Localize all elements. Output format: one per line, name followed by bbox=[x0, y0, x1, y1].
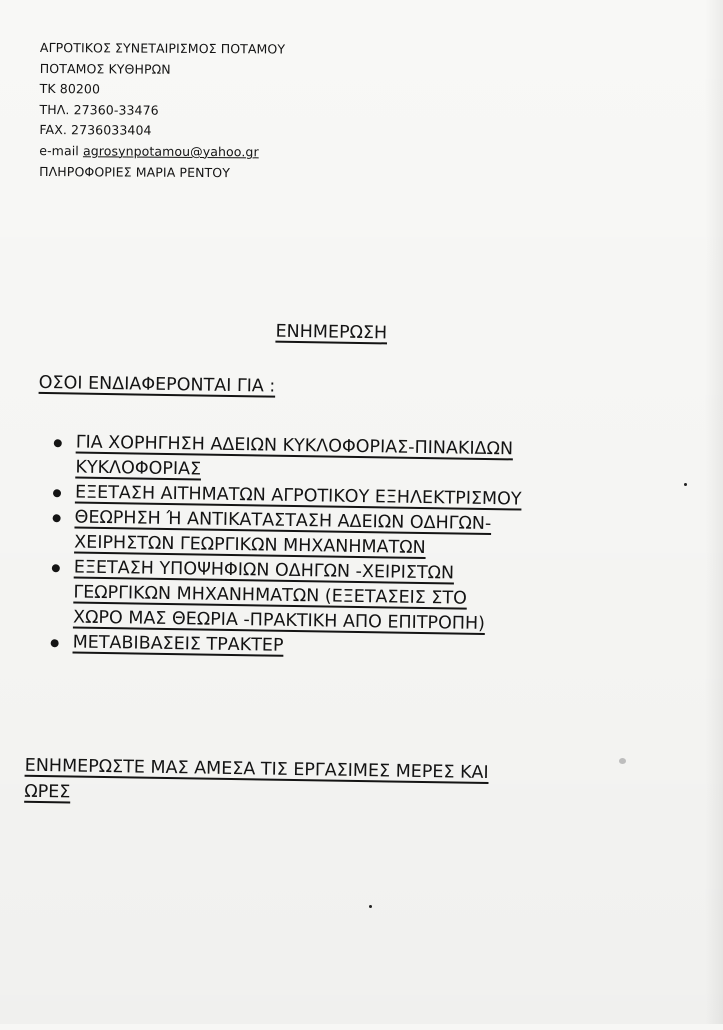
bullet-icon bbox=[52, 564, 60, 572]
fax-number: FAX. 2736033404 bbox=[39, 122, 152, 139]
scan-speck bbox=[369, 905, 372, 908]
scan-speck bbox=[684, 483, 687, 486]
organization-location: ΠΟΤΑΜΟΣ ΚΥΘΗΡΩΝ bbox=[39, 60, 171, 77]
email-label: e-mail bbox=[39, 142, 79, 159]
list-item-line: ΜΕΤΑΒΙΒΑΣΕΙΣ ΤΡΑΚΤΕΡ bbox=[72, 632, 284, 656]
list-item-line: ΚΥΚΛΟΦΟΡΙΑΣ bbox=[75, 457, 202, 480]
list-item-line: ΕΞΕΤΑΣΗ ΥΠΟΨΗΦΙΩΝ ΟΔΗΓΩΝ -ΧΕΙΡΙΣΤΩΝ bbox=[73, 557, 455, 584]
bullet-icon bbox=[53, 514, 61, 522]
closing-line: ΕΝΗΜΕΡΩΣΤΕ ΜΑΣ ΑΜΕΣΑ ΤΙΣ ΕΡΓΑΣΙΜΕΣ ΜΕΡΕΣ ΚΑΙ bbox=[24, 755, 489, 784]
notice-title: ΕΝΗΜΕΡΩΣΗ bbox=[275, 321, 388, 344]
bullet-icon bbox=[51, 639, 59, 647]
notice-intro: ΟΣΟΙ ΕΝΔΙΑΦΕΡΟΝΤΑΙ ΓΙΑ : bbox=[38, 372, 276, 397]
email-address: agrosynpotamou@yahoo.gr bbox=[82, 143, 259, 160]
list-item bbox=[47, 555, 668, 640]
service-list bbox=[46, 430, 669, 665]
closing-line: ΩΡΕΣ bbox=[24, 781, 71, 803]
phone-number: ΤΗΛ. 27360-33476 bbox=[39, 101, 159, 118]
list-item-line: ΕΞΕΤΑΣΗ ΑΙΤΗΜΑΤΩΝ ΑΓΡΟΤΙΚΟΥ ΕΞΗΛΕΚΤΡΙΣΜΟΥ bbox=[74, 482, 522, 510]
list-item-line: ΧΩΡΟ ΜΑΣ ΘΕΩΡΙΑ -ΠΡΑΚΤΙΚΗ ΑΠΟ ΕΠΙΤΡΟΠΗ) bbox=[72, 607, 486, 634]
list-item-line: ΓΕΩΡΓΙΚΩΝ ΜΗΧΑΝΗΜΑΤΩΝ (ΕΞΕΤΑΣΕΙΣ ΣΤΟ bbox=[73, 582, 468, 609]
list-item-line: ΓΙΑ ΧΟΡΗΓΗΣΗ ΑΔΕΙΩΝ ΚΥΚΛΟΦΟΡΙΑΣ-ΠΙΝΑΚΙΔΩΝ bbox=[75, 432, 514, 460]
contact-person: ΠΛΗΡΟΦΟΡΙΕΣ ΜΑΡΙΑ ΡΕΝΤΟΥ bbox=[39, 163, 231, 180]
bullet-icon bbox=[53, 489, 61, 497]
list-item-line: ΧΕΙΡΗΣΤΩΝ ΓΕΩΡΓΙΚΩΝ ΜΗΧΑΝΗΜΑΤΩΝ bbox=[74, 532, 426, 559]
scan-speck bbox=[619, 758, 626, 764]
bullet-icon bbox=[54, 439, 62, 447]
postal-code: ΤΚ 80200 bbox=[39, 81, 101, 97]
list-item-line: ΘΕΩΡΗΣΗ Ή ΑΝΤΙΚΑΤΑΣΤΑΣΗ ΑΔΕΙΩΝ ΟΔΗΓΩΝ- bbox=[74, 507, 492, 535]
organization-name: ΑΓΡΟΤΙΚΟΣ ΣΥΝΕΤΑΙΡΙΣΜΟΣ ΠΟΤΑΜΟΥ bbox=[39, 39, 286, 57]
closing-request bbox=[24, 753, 645, 815]
